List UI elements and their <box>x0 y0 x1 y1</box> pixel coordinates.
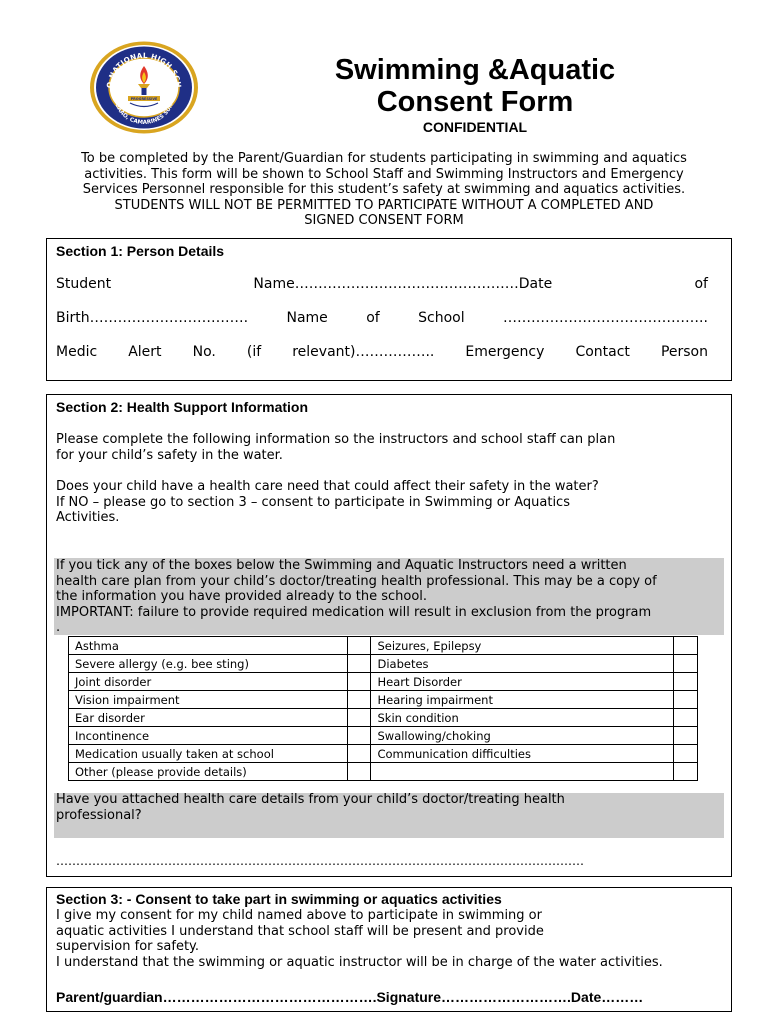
school-seal-logo <box>88 40 200 135</box>
condition-label: Swallowing/choking <box>371 727 674 745</box>
consent-line: I give my consent for my child named above to participate in swimming or <box>56 908 542 923</box>
condition-label: Heart Disorder <box>371 673 674 691</box>
condition-label: Incontinence <box>69 727 348 745</box>
person-word: Person <box>660 344 708 360</box>
question-line: professional? <box>56 807 142 823</box>
condition-label: Hearing impairment <box>371 691 674 709</box>
consent-line: aquatic activities I understand that school staff will be present and provide <box>56 923 544 939</box>
table-row <box>69 745 698 763</box>
section2-intro-paragraph <box>56 432 615 463</box>
condition-label: Ear disorder <box>69 709 348 727</box>
intro-line: To be completed by the Parent/Guardian for students participating in swimming and aquatics <box>81 151 687 166</box>
name-date-field[interactable]: Name…………………………………………Date <box>253 276 553 292</box>
paragraph-line: Does your child have a health care need that could affect their safety in the water? <box>56 479 599 494</box>
of-word: of <box>366 310 380 326</box>
medic-alert-line <box>56 344 708 360</box>
condition-checkbox[interactable] <box>673 691 697 709</box>
note-line: health care plan from your child’s doctor/treating health professional. This may be a copy of <box>56 573 657 589</box>
student-name-line <box>56 276 708 292</box>
condition-label: Communication difficulties <box>371 745 674 763</box>
condition-label: Asthma <box>69 637 348 655</box>
name-word: Name <box>286 310 328 326</box>
alert-word: Alert <box>128 344 162 360</box>
intro-line: Services Personnel responsible for this student’s safety at swimming and aquatics activities. <box>82 182 686 197</box>
condition-checkbox[interactable] <box>347 655 371 673</box>
table-row <box>69 763 698 781</box>
health-need-question <box>56 479 599 526</box>
table-row <box>69 709 698 727</box>
section1-title: Section 1: Person Details <box>56 243 225 259</box>
note-line: . <box>56 620 61 635</box>
intro-text <box>40 151 728 229</box>
intro-line: STUDENTS WILL NOT BE PERMITTED TO PARTICIPATE WITHOUT A COMPLETED AND <box>114 197 654 213</box>
consent-line: supervision for safety. <box>56 939 200 954</box>
condition-checkbox[interactable] <box>347 637 371 655</box>
form-title-line2: Consent Form <box>376 86 574 118</box>
condition-label: Other (please provide details) <box>69 763 348 781</box>
intro-line: activities. This form will be shown to School Staff and Swimming Instructors and Emergency <box>84 166 684 182</box>
of-label: of <box>694 276 708 292</box>
confidential-label: CONFIDENTIAL <box>422 119 528 135</box>
consent-statement <box>56 908 663 970</box>
condition-checkbox[interactable] <box>347 673 371 691</box>
birth-field[interactable]: Birth……………………………. <box>56 310 249 326</box>
note-line: the information you have provided already to the school. <box>56 589 428 604</box>
condition-checkbox[interactable] <box>673 763 697 781</box>
condition-label: Diabetes <box>371 655 674 673</box>
student-label: Student <box>56 276 112 292</box>
if-word: (if <box>246 344 262 360</box>
birth-school-line <box>56 310 708 326</box>
school-word: School <box>418 310 465 326</box>
condition-label: Joint disorder <box>69 673 348 691</box>
paragraph-line: Activities. <box>56 510 120 525</box>
paragraph-line: If NO – please go to section 3 – consent to participate in Swimming or Aquatics <box>56 494 570 510</box>
note-line: IMPORTANT: failure to provide required medication will result in exclusion from the program <box>56 604 652 620</box>
paragraph-line: for your child’s safety in the water. <box>56 447 283 463</box>
condition-label: Medication usually taken at school <box>69 745 348 763</box>
condition-checkbox[interactable] <box>347 763 371 781</box>
table-row <box>69 727 698 745</box>
medic-alert-field[interactable]: relevant)…………….. <box>292 344 435 360</box>
condition-label: Vision impairment <box>69 691 348 709</box>
no-word: No. <box>192 344 216 360</box>
note-line: If you tick any of the boxes below the Swimming and Aquatic Instructors need a written <box>56 558 627 573</box>
logo-text-top: O NATIONAL HIGH SCH <box>104 50 184 89</box>
consent-line: I understand that the swimming or aquatic instructor will be in charge of the water activities. <box>56 954 663 970</box>
condition-checkbox[interactable] <box>347 709 371 727</box>
condition-checkbox[interactable] <box>347 691 371 709</box>
table-row <box>69 655 698 673</box>
table-row <box>69 637 698 655</box>
contact-word: Contact <box>575 344 630 360</box>
logo-text-bottom: BAAO, CAMARINES SUR <box>113 102 175 127</box>
table-row <box>69 691 698 709</box>
condition-checkbox[interactable] <box>673 709 697 727</box>
condition-checkbox[interactable] <box>673 655 697 673</box>
emergency-word: Emergency <box>465 344 545 360</box>
health-conditions-checklist <box>68 636 698 781</box>
section3-title: Section 3: - Consent to take part in swimming or aquatics activities <box>56 891 502 907</box>
logo-ribbon-text: PROGRESSIVE <box>130 97 158 101</box>
condition-checkbox[interactable] <box>673 727 697 745</box>
condition-label: Severe allergy (e.g. bee sting) <box>69 655 348 673</box>
health-care-plan-note <box>56 558 657 636</box>
medic-word: Medic <box>56 344 98 360</box>
other-details-field[interactable] <box>371 763 674 781</box>
condition-checkbox[interactable] <box>347 727 371 745</box>
paragraph-line: Please complete the following information so the instructors and school staff can plan <box>56 432 616 447</box>
section2-title: Section 2: Health Support Information <box>56 399 309 415</box>
condition-checkbox[interactable] <box>347 745 371 763</box>
table-row <box>69 673 698 691</box>
condition-checkbox[interactable] <box>673 637 697 655</box>
signature-line[interactable]: Parent/guardian……………………………………….Signature……………………….Date……… <box>56 989 644 1005</box>
attached-details-answer-line[interactable]: …………………………………………………………………………………………………………………… <box>56 854 584 868</box>
form-title-line1: Swimming &Aquatic <box>334 54 616 86</box>
condition-label: Seizures, Epilepsy <box>371 637 674 655</box>
intro-line: SIGNED CONSENT FORM <box>304 213 464 228</box>
condition-label: Skin condition <box>371 709 674 727</box>
condition-checkbox[interactable] <box>673 745 697 763</box>
question-line: Have you attached health care details from your child’s doctor/treating health <box>56 792 565 807</box>
attached-details-question <box>56 792 565 823</box>
school-field[interactable]: …………………………………….. <box>503 310 708 326</box>
condition-checkbox[interactable] <box>673 673 697 691</box>
